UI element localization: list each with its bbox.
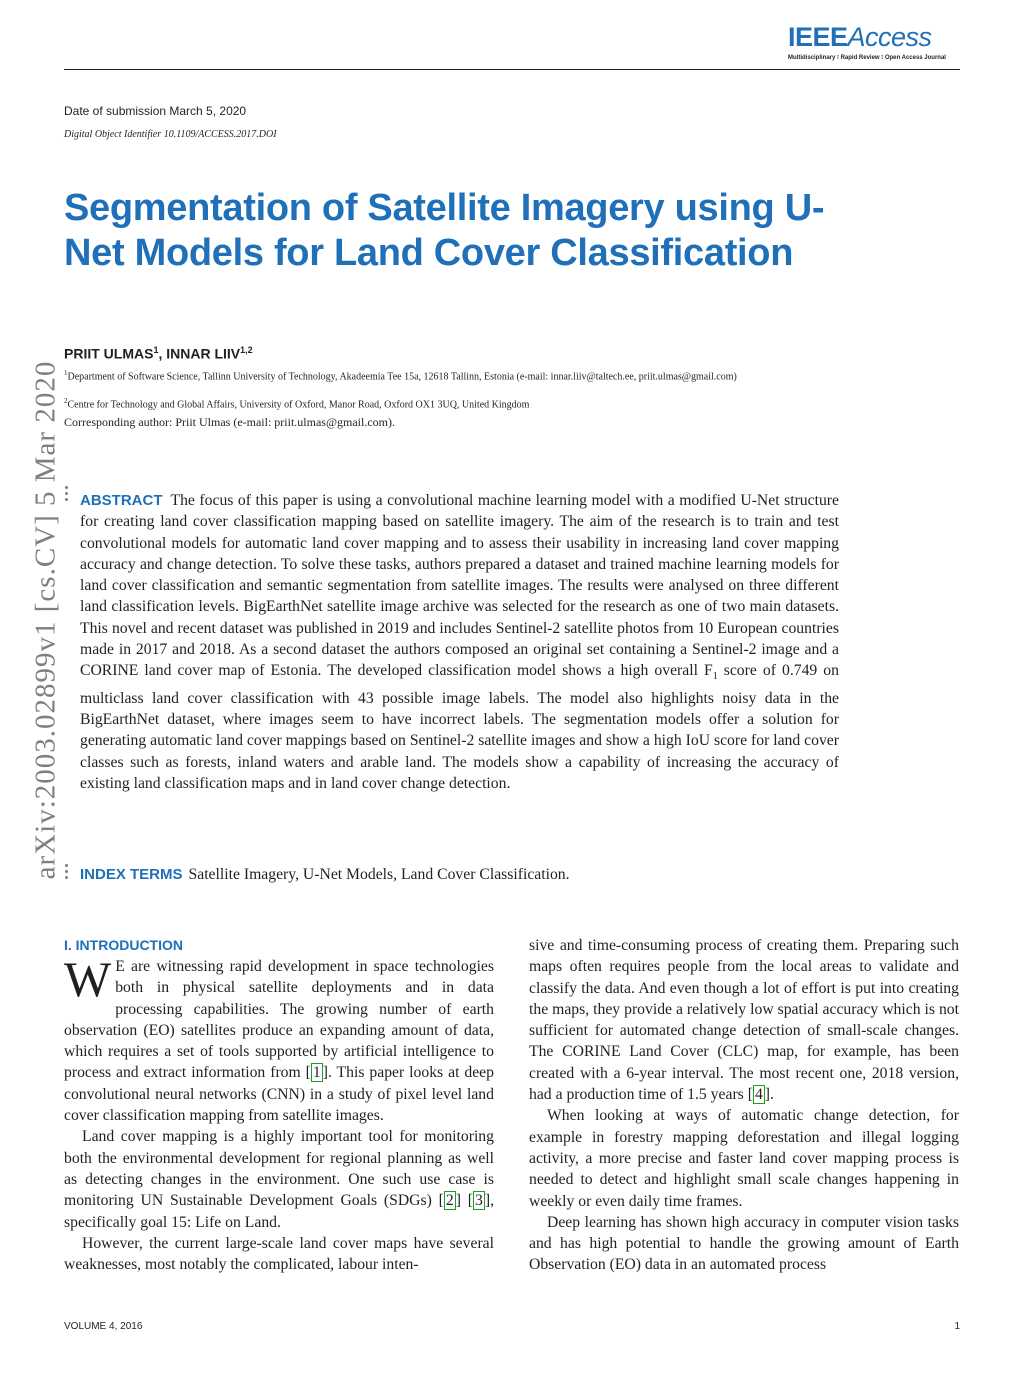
author-sep: , — [158, 345, 167, 362]
intro-p1-a: E are witnessing rapid development in space technologies both in physical satellite deployments and in data processing capabilities. The growing number of earth observation (EO) satellites produce an expanding amount of data, which requires a set of tools supported by artificial intelligence to process and extract information from — [64, 958, 494, 1082]
abstract — [80, 490, 839, 794]
citation-link[interactable]: 4 — [754, 1086, 763, 1104]
affiliation-1-text: Department of Software Science, Tallinn University of Technology, Akadeemia Tee 15a, 12618 Tallinn, Estonia (e-mail: innar.liiv@taltech.ee, priit.ulmas@gmail.com) — [67, 371, 737, 383]
corresponding-author: Corresponding author: Priit Ulmas (e-mail: priit.ulmas@gmail.com). — [64, 415, 395, 429]
abstract-label: ABSTRACT — [80, 492, 163, 509]
intro-paragraph-4: sive and time-consuming process of creating them. Preparing such maps often requires people from the local areas to validate and classify the data. And even though a lot of effort is put into creating the maps, they provide a relatively low spatial accuracy which is not sufficient for automated change detection of small-scale changes. The CORINE Land Cover (CLC) map, for example, has been created with a 6-year interval. The most recent one, 2018 version, had a production time of 1.5 years [ 4 ]. — [529, 937, 959, 1104]
author-1: PRIIT ULMAS — [64, 345, 154, 362]
affiliation-2-sup: 2 — [64, 397, 68, 405]
submission-date: Date of submission March 5, 2020 — [64, 104, 247, 118]
header-rule — [64, 69, 960, 70]
citation-link[interactable]: 2 — [445, 1192, 454, 1210]
citation-link[interactable]: 3 — [474, 1192, 483, 1210]
intro-p2-a: Land cover mapping is a highly important tool for monitoring both the environmental development for regional planning as well as detecting changes in the environment. One such use case is monitoring UN Sustainable Development Goals (SDGs) — [64, 1128, 494, 1210]
intro-r1-b: . — [770, 1086, 774, 1104]
right-column — [529, 935, 959, 1276]
citation-link[interactable]: 1 — [312, 1064, 321, 1082]
index-terms-label: INDEX TERMS — [80, 866, 183, 883]
abstract-marker — [64, 486, 70, 504]
author-list — [64, 345, 253, 362]
abstract-text-b: score of 0.749 on multiclass land cover classification with 43 possible image labels. The model also highlights noisy data in the BigEarthNet dataset, where images seem to have incorrect labels. The segmentation models offer a solution for generating automatic land cover mappings based on Sentinel-2 satellite images and show a high IoU score for land cover classes such as forests, inland waters and arable land. The models show a capability of increasing the accuracy of existing land classification maps and in land cover change detection. — [80, 662, 839, 792]
intro-paragraph-5: When looking at ways of automatic change detection, for example in forestry mapping deforestation and illegal logging activity, a more precise and faster land cover mapping process is needed to detect and highlight small scale changes happening in weekly or even daily time frames. — [529, 1107, 959, 1210]
intro-paragraph-6: Deep learning has shown high accuracy in computer vision tasks and has high potential to handle the growing amount of Earth Observation (EO) data in an automated process — [529, 1213, 959, 1274]
intro-r1-a: sive and time-consuming process of creating them. Preparing such maps often requires people from the local areas to validate and classify the data. And even though a lot of effort is put into creating the maps, they provide a relatively low spatial accuracy which is not sufficient for automated change detection of small-scale changes. The CORINE Land Cover (CLC) map, for example, has been created with a 6-year interval. The most recent one, 2018 version, had a production time of 1.5 years — [529, 937, 959, 1104]
author-2: INNAR LIIV — [166, 345, 241, 362]
journal-logo — [788, 22, 958, 61]
abstract-subscript: 1 — [712, 671, 718, 683]
abstract-text-a: The focus of this paper is using a convolutional machine learning model with a modified U-Net structure for creating land cover classification mapping based on satellite imagery. The aim of the research is to train and test convolutional models for automatic land cover mapping and to assess their usability in increasing land cover mapping accuracy and change detection. To solve these tasks, authors prepared a dataset and trained machine learning models for land cover classification and semantic segmentation from satellite images. The results were analysed on three different land classification levels. BigEarthNet satellite image archive was selected for the research as one of two main datasets. This novel and recent dataset was published in 2019 and includes Sentinel-2 satellite photos from 10 European countries made in 2017 and 2018. As a second dataset the authors composed an original set containing a Sentinel-2 image and a CORINE land cover map of Estonia. The developed classification model shows a high overall F — [80, 492, 839, 680]
index-terms — [80, 864, 839, 885]
intro-paragraph-3: However, the current large-scale land cover maps have several weaknesses, most notably the complicated, labour inten- — [64, 1234, 494, 1274]
intro-paragraph-2: Land cover mapping is a highly important tool for monitoring both the environmental development for regional planning as well as detecting changes in the environment. One such use case is monitoring UN Sustainable Development Goals (SDGs) [ 2 ] [ 3 ], specifically goal 15: Life on Land. — [64, 1128, 494, 1231]
arxiv-stamp: arXiv:2003.02899v1 [cs.CV] 5 Mar 2020 — [29, 360, 62, 880]
section-heading-introduction: I. INTRODUCTION — [64, 937, 183, 953]
affiliation-1 — [64, 366, 824, 384]
affiliation-1-sup: 1 — [64, 369, 68, 377]
author-2-sup: 1,2 — [240, 345, 253, 355]
left-column — [64, 935, 494, 1275]
doi: Digital Object Identifier 10.1109/ACCESS.2017.DOI — [64, 129, 277, 140]
author-1-sup: 1 — [153, 345, 159, 355]
logo-access: Access — [847, 22, 932, 52]
logo-tagline: Multidisciplinary ⁝ Rapid Review ⁝ Open Access Journal — [788, 55, 946, 61]
dropcap: W — [64, 951, 112, 1007]
logo-ieee: IEEE — [788, 22, 848, 52]
footer-page-number: 1 — [954, 1321, 960, 1332]
intro-paragraph-1: W E are witnessing rapid development in space technologies both in physical satellite deployments and in data processing capabilities. The growing number of earth observation (EO) satellites produce an expanding amount of data, which requires a set of tools supported by artificial intelligence to process and extract information from [ 1 ]. This paper looks at deep convolutional neural networks (CNN) in a study of pixel level land cover classification mapping from satellite images. — [64, 951, 494, 1125]
index-terms-text: Satellite Imagery, U-Net Models, Land Cover Classification. — [188, 866, 570, 883]
footer-volume: VOLUME 4, 2016 — [64, 1321, 143, 1332]
affiliation-2-text: Centre for Technology and Global Affairs, University of Oxford, Manor Road, Oxford OX1 3UQ, United Kingdom — [67, 399, 530, 411]
affiliation-2 — [64, 394, 824, 412]
paper-title: Segmentation of Satellite Imagery using U-Net Models for Land Cover Classification — [64, 187, 825, 274]
index-terms-marker — [64, 864, 70, 882]
intro-p2-b: , specifically goal 15: Life on Land. — [64, 1192, 494, 1231]
intro-p1-b: . This paper looks at deep convolutional neural networks (CNN) in a study of pixel level land cover classification mapping from satellite images. — [64, 1064, 494, 1125]
